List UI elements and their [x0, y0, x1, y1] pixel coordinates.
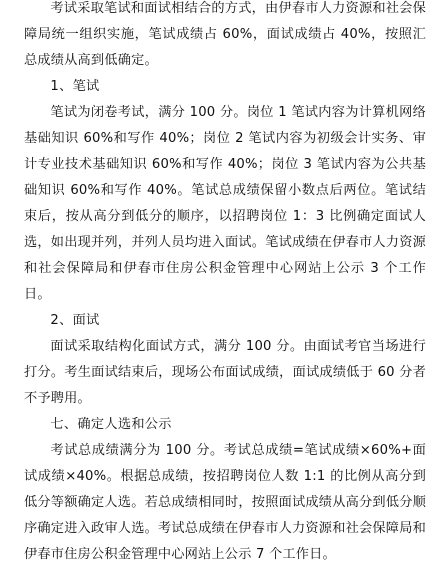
written-exam-heading: 1、笔试 — [50, 79, 100, 94]
section-7-paragraph: 考试总成绩满分为 100 分。考试总成绩=笔试成绩×60%+面试成绩×40%。根据总成绩，按招聘岗位人数 1:1 的比例从高分到低分等额确定人选。若总成绩相同时，按照面试成绩从高分到低分顺序确定进入政审人选。考试总成绩在伊春市人力资源和社会保障局和伊春市住房公积金管理中心网站上公示 7 个工作日。 — [24, 443, 426, 562]
intro-paragraph: 考试采取笔试和面试相结合的方式，由伊春市人力资源和社会保障局统一组织实施，笔试成绩占 60%，面试成绩占 40%，按照汇总成绩从高到低确定。 — [24, 1, 426, 68]
section-7-heading: 七、确定人选和公示 — [50, 417, 172, 432]
interview-heading: 2、面试 — [50, 313, 100, 328]
written-exam-paragraph: 笔试为闭卷考试，满分 100 分。岗位 1 笔试内容为计算机网络基础知识 60%和写作 40%；岗位 2 笔试内容为初级会计实务、审计专业技术基础知识 60%和写作 40%；岗位 3 笔试内容为公共基础知识 60%和写作 40%。笔试总成绩保留小数点后两位。笔试结束后，按从高分到低分的顺序，以招聘岗位 1：3 比例确定面试人选，如出现并列，并列人员均进入面试。笔试成绩在伊春市人力资源和社会保障局和伊春市住房公积金管理中心网站上公示 3 个工作日。 — [24, 105, 426, 302]
interview-paragraph: 面试采取结构化面试方式，满分 100 分。由面试考官当场进行打分。考生面试结束后，现场公布面试成绩，面试成绩低于 60 分者不予聘用。 — [24, 339, 426, 406]
